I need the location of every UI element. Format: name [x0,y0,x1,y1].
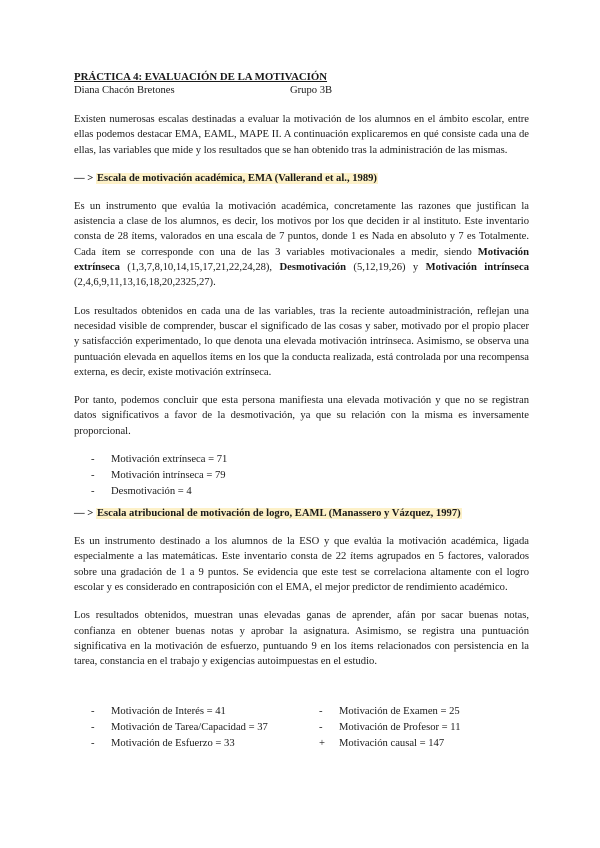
eaml-results-left [74,704,319,752]
section-heading-text: Escala atribucional de motivación de logro, EAML (Manassero y Vázquez, 1997) [96,508,461,520]
eaml-results-columns [74,704,529,752]
list-item: - Motivación de Interés = 41 [91,706,226,718]
ema-description [74,199,529,291]
author-row [74,84,529,98]
eaml-results-right [319,704,529,752]
eaml-results-paragraph: Los resultados obtenidos, muestran unas elevadas ganas de aprender, afán por sacar buenas notas, confianza en obtener buenas notas y aprobar la asignatura. Asimismo, se registra una puntuación significativa en la motivación de esfuerzo, puntuando 9 en los ítems relacionados con persistencia en la tarea, constancia en el trabajo y exigencias autoimpuestas en el estudio. [74,610,529,668]
group-label: Grupo 3B [290,85,333,96]
variable-amotivation: Desmotivación [279,262,347,274]
variable-extrinsic-items: (1,3,7,8,10,14,15,17,21,22,24,28), [119,262,280,274]
section-heading-eaml [74,506,529,521]
section-heading-text: Escala de motivación académica, EMA (Vallerand et al., 1989) [96,172,377,184]
intro-paragraph: Existen numerosas escalas destinadas a evaluar la motivación de los alumnos en el ámbito escolar, entre ellas podemos destacar EMA, EAML, MAPE II. A continuación explicaremos en qué consiste cada una de ellas, las variables que mide y los resultados que se han obtenido tras la administración de las mismas. [74,114,529,156]
list-item: - Motivación de Examen = 25 [319,706,460,718]
list-item: - Desmotivación = 4 [91,486,192,498]
variable-amotivation-items: (5,12,19,26) y [346,262,426,274]
list-item: - Motivación de Tarea/Capacidad = 37 [91,722,268,734]
variable-intrinsic: Motivación intrínseca [425,262,529,274]
ema-description-text: Es un instrumento que evalúa la motivación académica, concretamente las razones que justifican la asistencia a clase de los alumnos, es decir, los motivos por los que deciden ir al instituto. Este inventario consta de 28 ítems, valorados en una escala de 7 puntos, donde 1 es Nada en absoluto y 7 es Totalmente. Cada ítem se corresponde con una de las 3 variables motivacionales a medir, siendo [74,200,529,258]
ema-results-list [74,452,529,500]
author-name: Diana Chacón Bretones [74,85,175,96]
document-title: PRÁCTICA 4: EVALUACIÓN DE LA MOTIVACIÓN [74,71,328,83]
list-item: - Motivación de Profesor = 11 [319,722,461,734]
arrow-marker: — > [74,508,94,520]
eaml-description: Es un instrumento destinado a los alumnos de la ESO y que evalúa la motivación académica, ligada especialmente a las matemáticas. Este inventario consta de 22 ítems agrupados en 5 factores, valorados sobre una gradación de 1 a 9 puntos. Se evidencia que este test se correlaciona altamente con el logro escolar y es considerado en contraposición con el EMA, el mejor predictor de rendimiento académico. [74,536,529,593]
document-page [74,70,529,752]
arrow-marker: — > [74,172,94,184]
variable-extrinsic: Motivación extrínseca [74,246,529,274]
ema-results-paragraph: Los resultados obtenidos en cada una de las variables, tras la reciente autoadministración, reflejan una necesidad visible de comprender, buscar el significado de las cosas y saber, motivado por el propio placer y satisfacción experimentado, lo que denota una elevada motivación intrínseca. Asimismo, se observa una puntuación elevada en aquellos ítems en los que la conducta realizada, está controlada por una recompensa externa, es decir, existe motivación extrínseca. [74,305,529,378]
list-item: - Motivación intrínseca = 79 [91,470,226,482]
list-item: + Motivación causal = 147 [319,738,445,750]
section-heading-ema [74,171,529,186]
variable-intrinsic-items: (2,4,6,9,11,13,16,18,20,2325,27). [74,277,216,289]
ema-conclusion-paragraph: Por tanto, podemos concluir que esta persona manifiesta una elevada motivación y que no se registran datos significativos a favor de la desmotivación, ya que su relación con la misma es inversamente proporcional. [74,395,529,437]
list-item: - Motivación de Esfuerzo = 33 [91,738,235,750]
list-item: - Motivación extrínseca = 71 [91,454,228,466]
